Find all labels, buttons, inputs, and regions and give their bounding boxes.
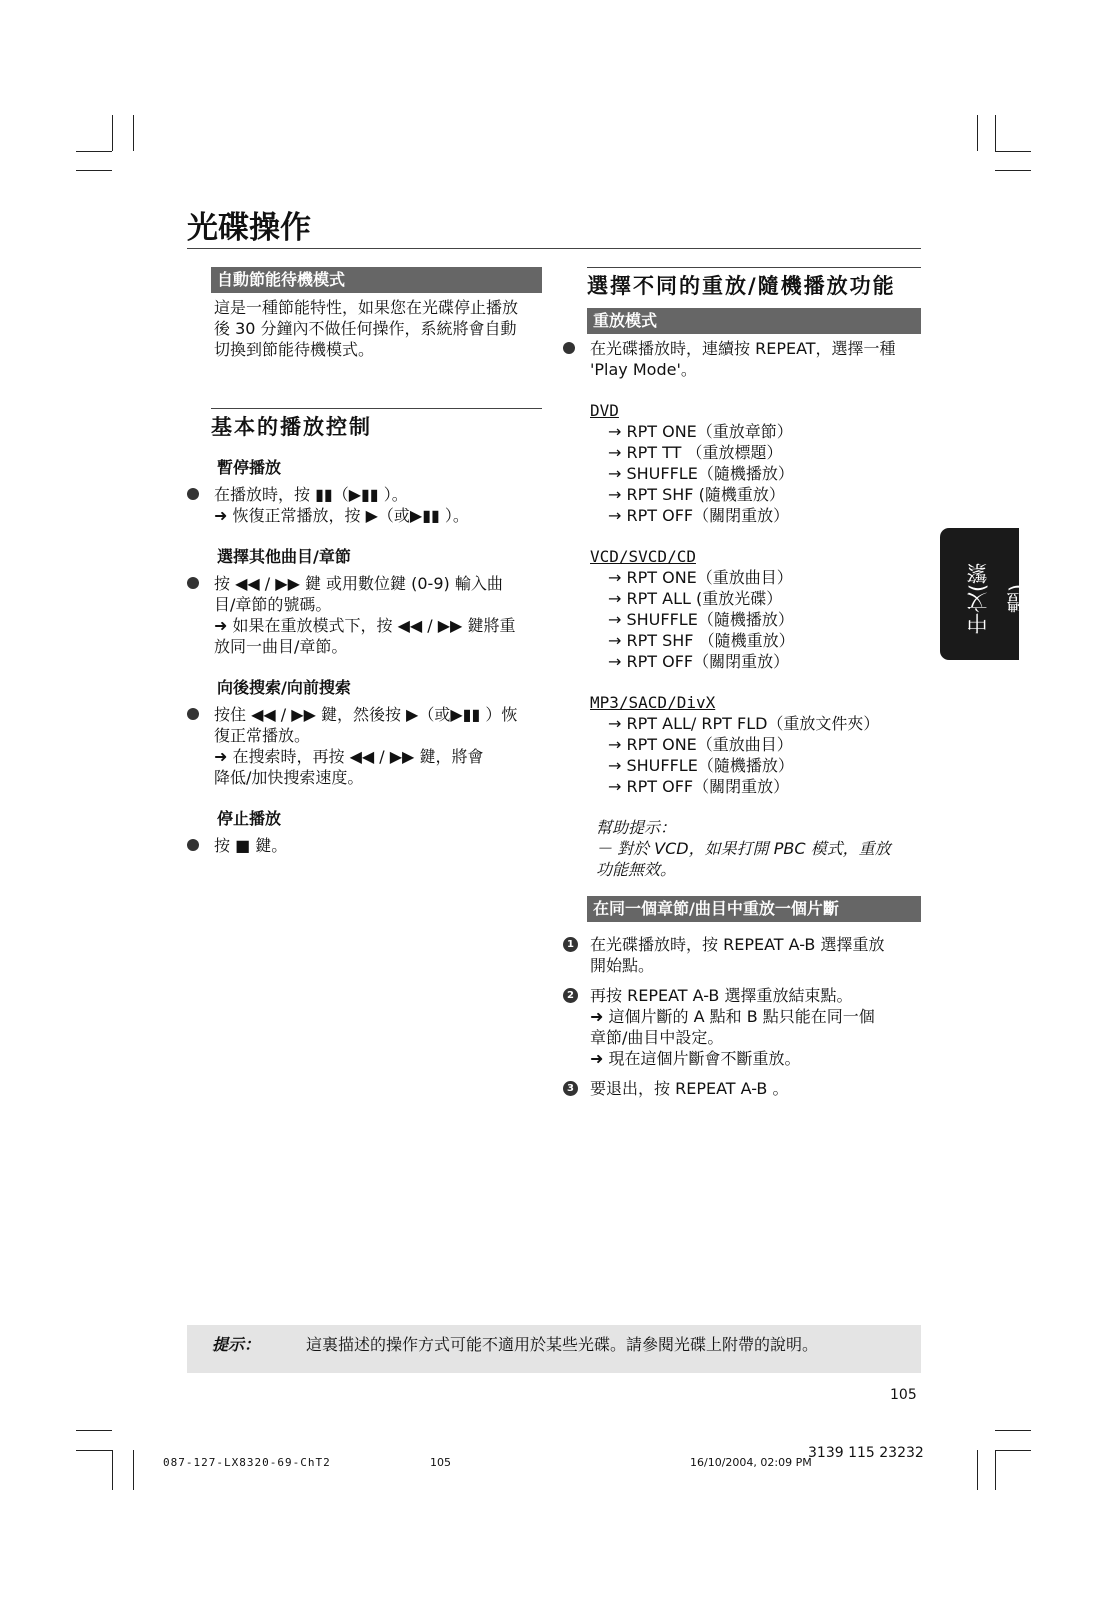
select-line: ➜ 如果在重放模式下，按 ◀◀ / ▶▶ 鍵將重 <box>214 616 516 635</box>
select-line: 目/章節的號碼。 <box>214 595 332 614</box>
vcd-mode: → RPT ONE（重放曲目） <box>608 568 793 587</box>
right-column <box>563 267 921 1099</box>
search-line: ➜ 在搜索時，再按 ◀◀ / ▶▶ 鍵，將會 <box>214 747 484 766</box>
dvd-mode: → SHUFFLE（隨機播放） <box>608 464 794 483</box>
mp3-mode: → RPT ONE（重放曲目） <box>608 735 793 754</box>
page-number: 105 <box>890 1387 917 1403</box>
standby-heading: 自動節能待機模式 <box>211 267 542 293</box>
standby-text-line: 切換到節能待機模式。 <box>214 340 375 359</box>
repeat-line: 'Play Mode'。 <box>590 360 697 379</box>
bullet-icon <box>187 839 199 851</box>
pause-line: 在播放時，按 ▮▮（▶▮▮ ）。 <box>214 485 408 504</box>
repeat-mode-heading: 重放模式 <box>587 308 921 334</box>
tip-line: 功能無效。 <box>596 860 677 879</box>
crop-mark <box>76 1430 112 1431</box>
ab-step-line: 章節/曲目中設定。 <box>590 1028 724 1047</box>
select-title: 選擇其他曲目/章節 <box>217 547 351 566</box>
repeat-line: 在光碟播放時，連續按 REPEAT，選擇一種 <box>590 339 896 358</box>
stop-item <box>187 835 542 856</box>
crop-mark <box>977 1450 978 1490</box>
bullet-icon <box>187 488 199 500</box>
dvd-mode: → RPT SHF (隨機重放） <box>608 485 785 504</box>
crop-mark <box>977 115 978 151</box>
crop-mark <box>76 170 112 171</box>
search-title: 向後搜索/向前搜索 <box>217 678 351 697</box>
vcd-label: VCD/SVCD/CD <box>590 547 696 566</box>
bullet-icon <box>187 708 199 720</box>
pause-title: 暫停播放 <box>217 458 282 477</box>
vcd-mode: → SHUFFLE（隨機播放） <box>608 610 794 629</box>
ab-step-line: 在光碟播放時，按 REPEAT A-B 選擇重放 <box>590 935 885 954</box>
crop-mark <box>76 1450 112 1451</box>
step-number-icon: 3 <box>563 1081 578 1096</box>
tip-title: 幫助提示： <box>596 818 677 837</box>
repeat-item <box>563 338 921 380</box>
ab-step-line: ➜ 現在這個片斷會不斷重放。 <box>590 1049 801 1068</box>
note-text: 這裏描述的操作方式可能不適用於某些光碟。請參閱光碟上附帶的說明。 <box>306 1335 819 1354</box>
standby-text-line: 後 30 分鐘內不做任何操作，系統將會自動 <box>214 319 517 338</box>
tip-line: － 對於 VCD，如果打開 PBC 模式，重放 <box>596 839 891 858</box>
pause-line: ➜ 恢復正常播放，按 ▶（或▶▮▮ ）。 <box>214 506 469 525</box>
crop-mark <box>76 151 112 152</box>
ab-heading: 在同一個章節/曲目中重放一個片斷 <box>587 896 921 922</box>
repeat-main-heading: 選擇不同的重放/隨機播放功能 <box>587 274 896 298</box>
ab-step-1 <box>563 934 921 976</box>
basic-section <box>211 408 542 441</box>
standby-text-line: 這是一種節能特性，如果您在光碟停止播放 <box>214 298 519 317</box>
dvd-label: DVD <box>590 401 619 420</box>
crop-mark <box>112 115 113 151</box>
search-line: 按住 ◀◀ / ▶▶ 鍵，然後按 ▶（或▶▮▮ ）恢 <box>214 705 518 724</box>
note-label: 提示： <box>212 1335 261 1354</box>
title-divider <box>187 248 921 249</box>
mp3-label: MP3/SACD/DivX <box>590 693 716 712</box>
ab-step-line: 開始點。 <box>590 956 655 975</box>
dvd-mode: → RPT OFF（關閉重放） <box>608 506 790 525</box>
select-line: 放同一曲目/章節。 <box>214 637 348 656</box>
search-item <box>187 704 542 788</box>
crop-mark <box>995 1430 1031 1431</box>
vcd-mode: → RPT ALL (重放光碟） <box>608 589 783 608</box>
crop-mark <box>995 115 996 151</box>
search-line: 降低/加快搜索速度。 <box>214 768 364 787</box>
ab-step-line: 再按 REPEAT A-B 選擇重放結束點。 <box>590 986 853 1005</box>
page-title: 光碟操作 <box>187 210 311 246</box>
stop-title: 停止播放 <box>217 809 282 828</box>
step-number-icon: 2 <box>563 988 578 1003</box>
footer-part-number: 3139 115 23232 <box>808 1445 924 1461</box>
dvd-mode: → RPT ONE（重放章節） <box>608 422 793 441</box>
mp3-mode: → SHUFFLE（隨機播放） <box>608 756 794 775</box>
bullet-icon <box>187 577 199 589</box>
mp3-mode: → RPT ALL/ RPT FLD（重放文件夾） <box>608 714 880 733</box>
ab-step-line: ➜ 這個片斷的 A 點和 B 點只能在同一個 <box>590 1007 875 1026</box>
pause-item <box>187 484 542 526</box>
step-number-icon: 1 <box>563 937 578 952</box>
vcd-mode: → RPT SHF （隨機重放） <box>608 631 795 650</box>
stop-line: 按 ■ 鍵。 <box>214 836 288 855</box>
bullet-icon <box>563 342 575 354</box>
ab-step-2 <box>563 985 921 1069</box>
mp3-mode: → RPT OFF（關閉重放） <box>608 777 790 796</box>
footer-page: 105 <box>430 1456 451 1469</box>
crop-mark <box>995 1450 1031 1451</box>
left-column <box>187 267 542 856</box>
crop-mark <box>112 1450 113 1490</box>
footer-code: 087-127-LX8320-69-ChT2 <box>163 1456 331 1469</box>
search-line: 復正常播放。 <box>214 726 311 745</box>
select-line: 按 ◀◀ / ▶▶ 鍵 或用數位鍵 (0-9) 輸入曲 <box>214 574 503 593</box>
footer-date: 16/10/2004, 02:09 PM <box>690 1456 812 1469</box>
crop-mark <box>995 151 1031 152</box>
basic-heading: 基本的播放控制 <box>211 415 372 439</box>
crop-mark <box>995 170 1031 171</box>
dvd-mode: → RPT TT （重放標題） <box>608 443 783 462</box>
crop-mark <box>133 115 134 151</box>
select-item <box>187 573 542 657</box>
tip-block <box>563 817 921 880</box>
crop-mark <box>133 1450 134 1490</box>
repeat-section <box>587 267 921 300</box>
crop-mark <box>995 1450 996 1490</box>
ab-step-3 <box>563 1078 921 1099</box>
vcd-mode: → RPT OFF（關閉重放） <box>608 652 790 671</box>
ab-step-line: 要退出，按 REPEAT A-B 。 <box>590 1079 789 1098</box>
language-tab-label: 中文(繁體) <box>966 562 1030 634</box>
